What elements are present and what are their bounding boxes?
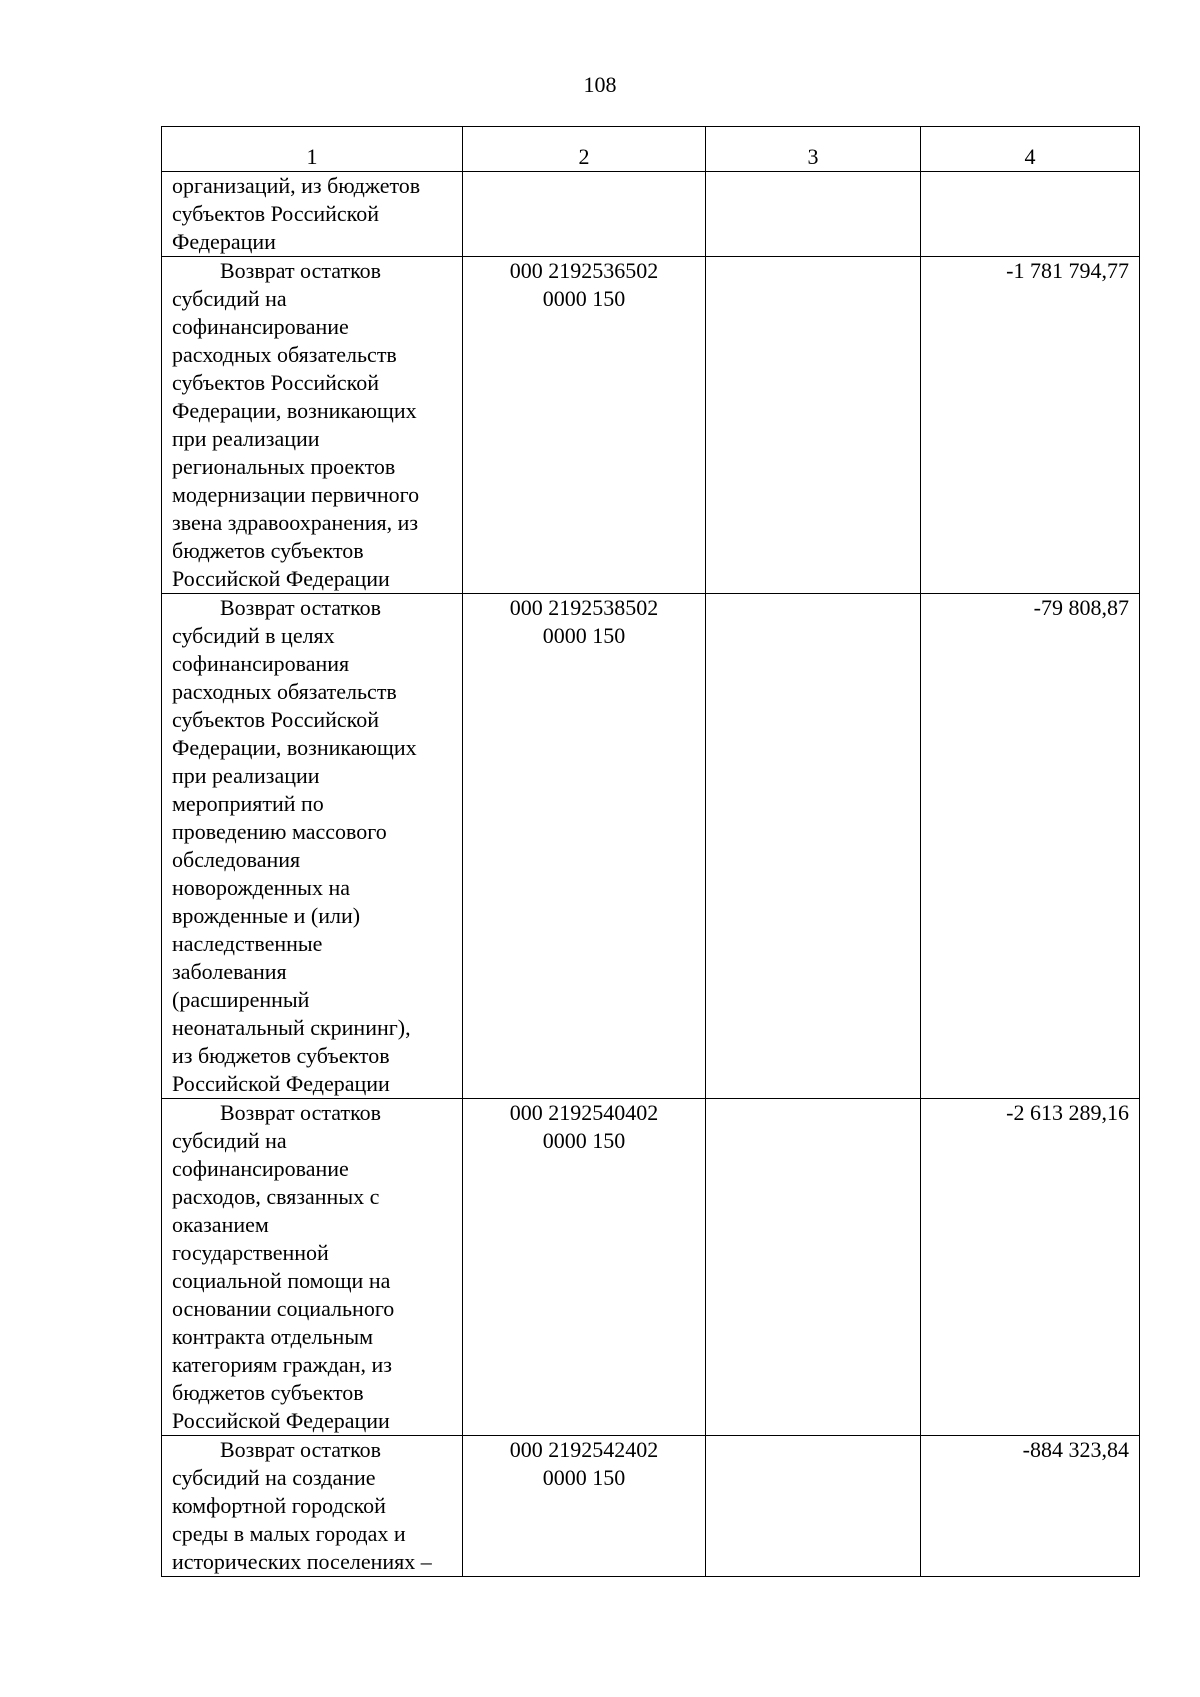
row-amount [921, 172, 1140, 257]
table-row [162, 1436, 1140, 1577]
row-col3 [706, 1436, 921, 1577]
column-header-1: 1 [162, 127, 463, 172]
row-name-text: субсидий на создание комфортной городской среды в малых городах и исторических поселениях – [172, 1465, 432, 1574]
row-name-first-line: Возврат остатков [220, 1437, 382, 1462]
row-code: 000 2192538502 0000 150 [463, 594, 706, 1099]
row-amount: -2 613 289,16 [921, 1099, 1140, 1436]
row-amount: -1 781 794,77 [921, 257, 1140, 594]
row-name-first-line: Возврат остатков [220, 595, 382, 620]
budget-table [161, 126, 1140, 1577]
row-name [162, 594, 463, 1099]
row-name-text: субсидий на софинансирование расходов, связанных с оказанием государственной социальной помощи на основании социального контракта отдельным категориям граждан, из бюджетов субъектов Российской Федерации [172, 1128, 395, 1433]
row-name-text: организаций, из бюджетов субъектов Российской Федерации [172, 173, 421, 254]
row-code: 000 2192542402 0000 150 [463, 1436, 706, 1577]
row-col3 [706, 172, 921, 257]
page-number: 108 [583, 72, 617, 97]
row-col3 [706, 1099, 921, 1436]
row-code: 000 2192536502 0000 150 [463, 257, 706, 594]
table-row [162, 594, 1140, 1099]
row-code: 000 2192540402 0000 150 [463, 1099, 706, 1436]
row-name [162, 172, 463, 257]
row-name-first-line: Возврат остатков [220, 1100, 382, 1125]
column-header-4: 4 [921, 127, 1140, 172]
table-header-row [162, 127, 1140, 172]
table-row [162, 1099, 1140, 1436]
row-name-text: субсидий в целях софинансирования расходных обязательств субъектов Российской Федерации, возникающих при реализации мероприятий по проведению массового обследования новорожденных на врожденные и (или) наследственные заболевания (расширенный неонатальный скрининг), из бюджетов субъектов Российской Федерации [172, 623, 417, 1096]
table-row [162, 257, 1140, 594]
row-name-first-line: Возврат остатков [220, 258, 382, 283]
table-row [162, 172, 1140, 257]
row-name [162, 257, 463, 594]
row-amount: -884 323,84 [921, 1436, 1140, 1577]
row-col3 [706, 257, 921, 594]
column-header-3: 3 [706, 127, 921, 172]
row-name [162, 1436, 463, 1577]
row-col3 [706, 594, 921, 1099]
row-code [463, 172, 706, 257]
column-header-2: 2 [463, 127, 706, 172]
row-name-text: субсидий на софинансирование расходных обязательств субъектов Российской Федерации, возникающих при реализации региональных проектов модернизации первичного звена здравоохранения, из бюджетов субъектов Российской Федерации [172, 286, 420, 591]
row-name [162, 1099, 463, 1436]
row-amount: -79 808,87 [921, 594, 1140, 1099]
